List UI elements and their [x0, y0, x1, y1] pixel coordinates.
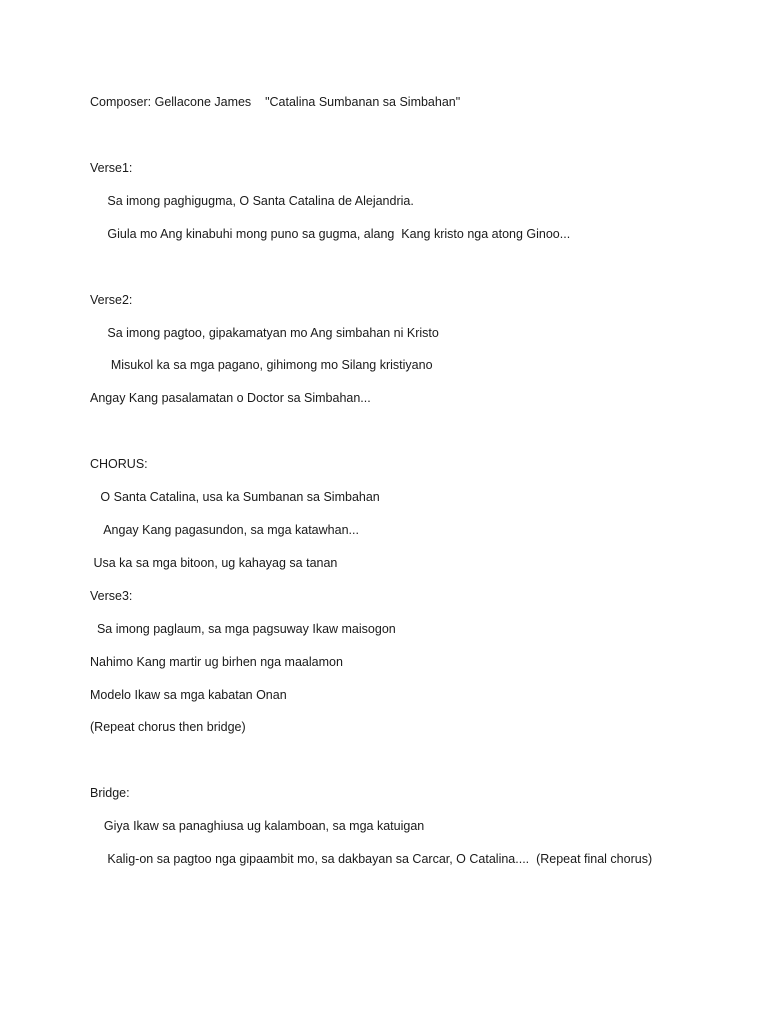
- bridge-line-2: Kalig-on sa pagtoo nga gipaambit mo, sa dakbayan sa Carcar, O Catalina.... (Repeat final chorus): [90, 852, 653, 866]
- verse2-label: Verse2:: [90, 293, 133, 307]
- chorus-label: CHORUS:: [90, 457, 148, 471]
- verse3-line-2: Nahimo Kang martir ug birhen nga maalamon: [90, 655, 343, 669]
- chorus-line-3: Usa ka sa mga bitoon, ug kahayag sa tanan: [90, 556, 338, 570]
- verse1-line-2: Giula mo Ang kinabuhi mong puno sa gugma, alang Kang kristo nga atong Ginoo...: [90, 227, 571, 241]
- verse3-line-1: Sa imong paglaum, sa mga pagsuway Ikaw maisogon: [90, 622, 396, 636]
- chorus-line-2: Angay Kang pagasundon, sa mga katawhan...: [90, 523, 359, 537]
- verse2-line-1: Sa imong pagtoo, gipakamatyan mo Ang simbahan ni Kristo: [90, 326, 439, 340]
- verse3-label: Verse3:: [90, 589, 133, 603]
- verse3-line-4: (Repeat chorus then bridge): [90, 720, 246, 734]
- verse1-label: Verse1:: [90, 161, 133, 175]
- bridge-label: Bridge:: [90, 786, 130, 800]
- composer-title-line: Composer: Gellacone James "Catalina Sumbanan sa Simbahan": [90, 95, 461, 109]
- bridge-line-1: Giya Ikaw sa panaghiusa ug kalamboan, sa mga katuigan: [90, 819, 425, 833]
- verse2-line-3: Angay Kang pasalamatan o Doctor sa Simbahan...: [90, 391, 371, 405]
- verse1-line-1: Sa imong paghigugma, O Santa Catalina de Alejandria.: [90, 194, 414, 208]
- verse2-line-2: Misukol ka sa mga pagano, gihimong mo Silang kristiyano: [90, 358, 433, 372]
- verse3-line-3: Modelo Ikaw sa mga kabatan Onan: [90, 688, 287, 702]
- chorus-line-1: O Santa Catalina, usa ka Sumbanan sa Simbahan: [90, 490, 380, 504]
